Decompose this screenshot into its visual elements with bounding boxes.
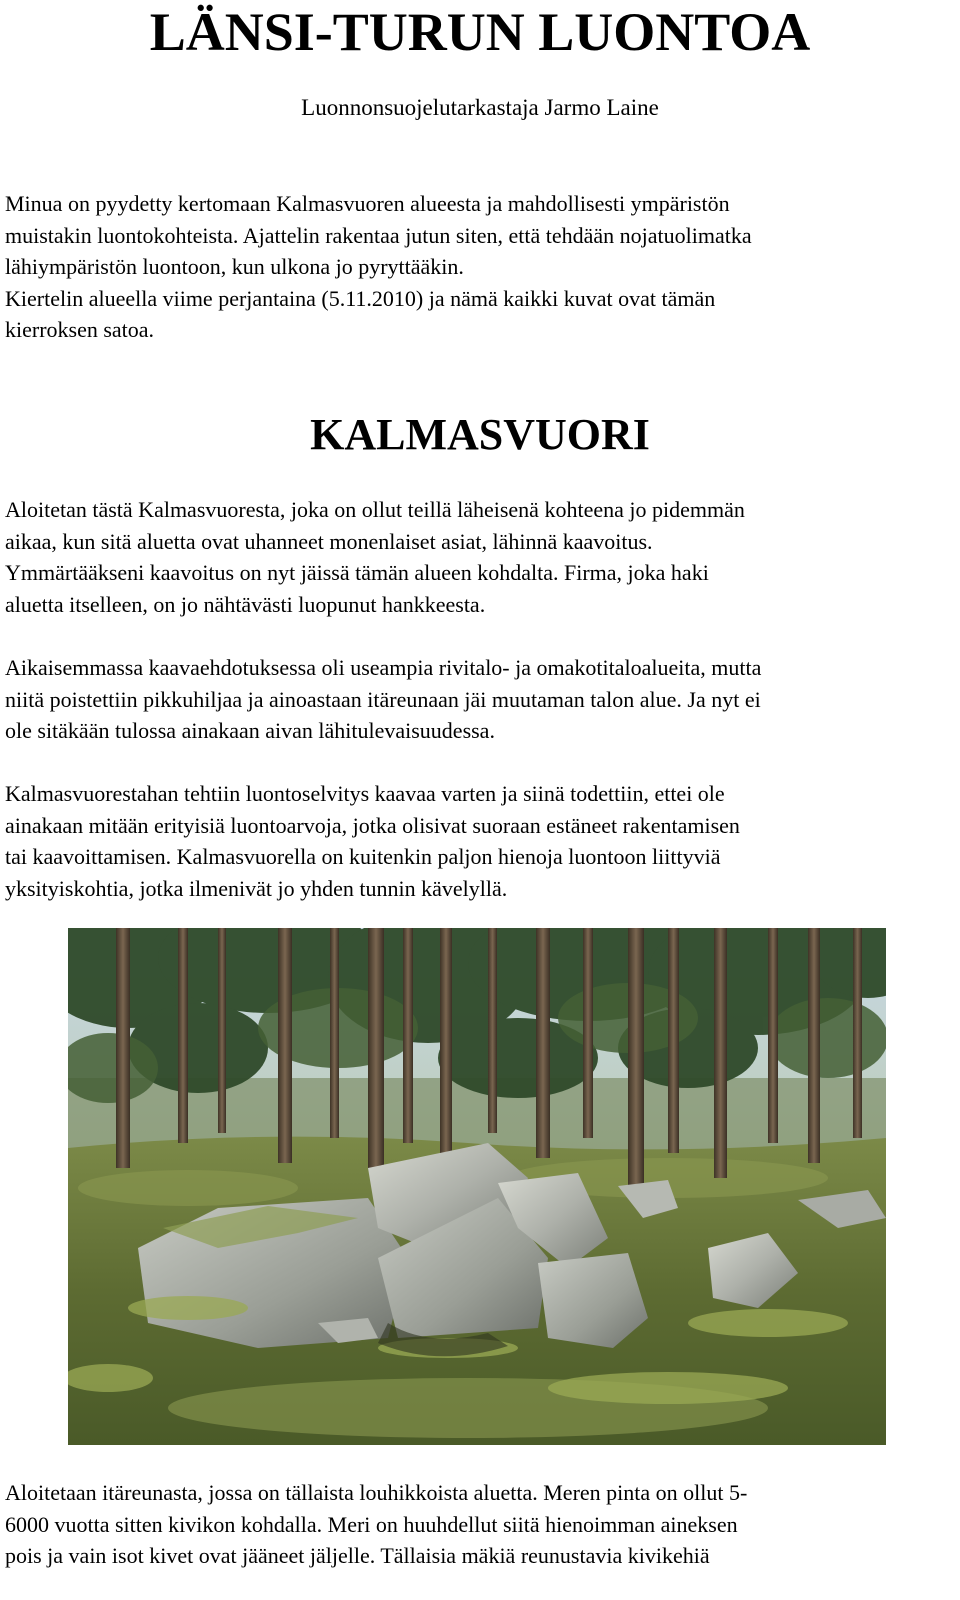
paragraph-line: ole sitäkään tulossa ainakaan aivan lähitulevaisuudessa. bbox=[5, 718, 495, 743]
paragraph-line: aluetta itselleen, on jo nähtävästi luopunut hankkeesta. bbox=[5, 591, 486, 617]
paragraph-line: niitä poistettiin pikkuhiljaa ja ainoastaan itäreunaan jäi muutaman talon alue. Ja nyt ei bbox=[5, 686, 761, 712]
paragraph-line: aikaa, kun sitä aluetta ovat uhanneet monenlaiset asiat, lähinnä kaavoitus. bbox=[5, 528, 653, 554]
body-paragraph-4 bbox=[5, 1477, 955, 1572]
intro-line: Kiertelin alueella viime perjantaina (5.11.2010) ja nämä kaikki kuvat ovat tämän bbox=[5, 285, 716, 311]
paragraph-line: Aloitetan tästä Kalmasvuoresta, joka on ollut teillä läheisenä kohteena jo pidemmän bbox=[5, 497, 745, 522]
paragraph-line: yksityiskohtia, jotka ilmenivät jo yhden tunnin kävelyllä. bbox=[5, 875, 508, 901]
intro-line: lähiympäristön luontoon, kun ulkona jo pyryttääkin. bbox=[5, 254, 464, 279]
intro-paragraph bbox=[5, 188, 955, 346]
paragraph-line: Kalmasvuorestahan tehtiin luontoselvitys kaavaa varten ja siinä todettiin, ettei ole bbox=[5, 781, 725, 806]
paragraph-line: pois ja vain isot kivet ovat jääneet jäljelle. Tällaisia mäkiä reunustavia kivikehiä bbox=[5, 1543, 710, 1568]
page-title: LÄNSI-TURUN LUONTOA bbox=[149, 2, 811, 62]
body-paragraph-2 bbox=[5, 652, 955, 747]
intro-line: muistakin luontokohteista. Ajattelin rakentaa jutun siten, että tehdään nojatuolimatka bbox=[5, 222, 752, 248]
body-paragraph-1 bbox=[5, 494, 955, 620]
paragraph-line: Aloitetaan itäreunasta, jossa on tällaista louhikkoista aluetta. Meren pinta on ollut 5- bbox=[5, 1480, 748, 1505]
body-paragraph-3 bbox=[5, 778, 955, 904]
paragraph-line: tai kaavoittamisen. Kalmasvuorella on kuitenkin paljon hienoja luontoon liittyviä bbox=[5, 844, 721, 869]
paragraph-line: Ymmärtääkseni kaavoitus on nyt jäissä tämän alueen kohdalta. Firma, joka haki bbox=[5, 560, 709, 585]
intro-line: Minua on pyydetty kertomaan Kalmasvuoren alueesta ja mahdollisesti ympäristön bbox=[5, 191, 730, 216]
paragraph-line: ainakaan mitään erityisiä luontoarvoja, jotka olisivat suoraan estäneet rakentamisen bbox=[5, 812, 740, 838]
intro-line: kierroksen satoa. bbox=[5, 317, 155, 342]
section-title: KALMASVUORI bbox=[310, 410, 650, 459]
paragraph-line: Aikaisemmassa kaavaehdotuksessa oli useampia rivitalo- ja omakotitaloalueita, mutta bbox=[5, 655, 762, 680]
author-line: Luonnonsuojelutarkastaja Jarmo Laine bbox=[301, 95, 659, 120]
paragraph-line: 6000 vuotta sitten kivikon kohdalla. Meri on huuhdellut siitä hienoimman aineksen bbox=[5, 1511, 738, 1537]
forest-boulder-photo bbox=[68, 928, 886, 1445]
